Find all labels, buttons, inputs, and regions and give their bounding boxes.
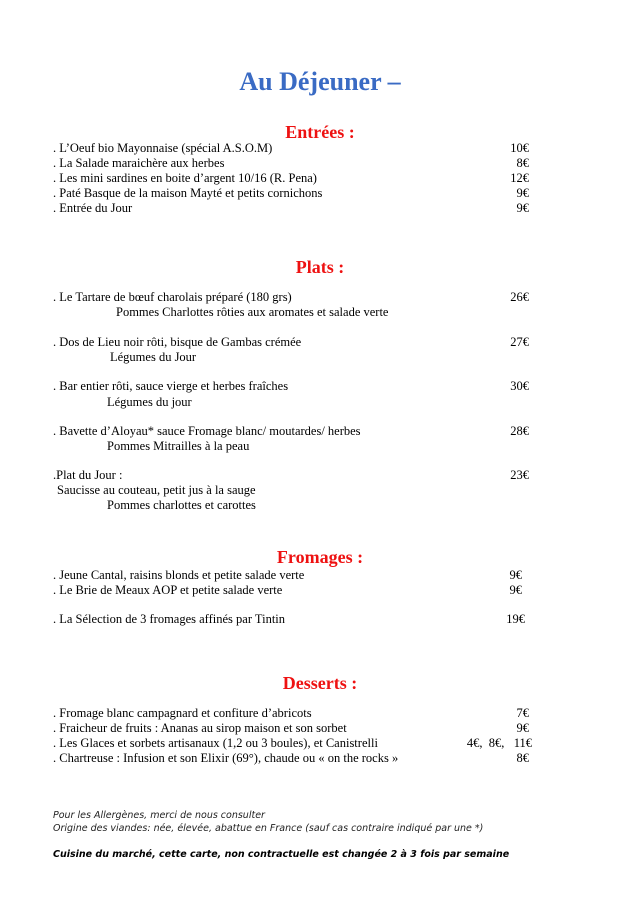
plat-item-side: Pommes Mitrailles à la peau	[107, 439, 250, 453]
dessert-item-name: . Fromage blanc campagnard et confiture d’abricots	[53, 706, 312, 720]
dessert-item-price: 7€	[516, 706, 529, 720]
dessert-item-name: . Chartreuse : Infusion et son Elixir (69°), chaude ou « on the rocks »	[53, 751, 399, 765]
plat-item-price: 23€	[510, 468, 529, 482]
fromage-item-price: 19€	[506, 612, 525, 626]
entree-item-price: 10€	[510, 141, 529, 155]
fromage-item-price: 9€	[509, 568, 522, 582]
dessert-item-name: . Fraicheur de fruits : Ananas au sirop maison et son sorbet	[53, 721, 347, 735]
plat-item-price: 26€	[510, 290, 529, 304]
entree-item-name: . L’Oeuf bio Mayonnaise (spécial A.S.O.M)	[53, 141, 273, 155]
plat-item-name: . Bar entier rôti, sauce vierge et herbes fraîches	[53, 379, 289, 393]
plat-item-side: Légumes du jour	[107, 395, 192, 409]
plat-item-side: Pommes charlottes et carottes	[107, 498, 256, 512]
plat-item-detail: Saucisse au couteau, petit jus à la sauge	[57, 483, 256, 497]
fromage-item-name: . Le Brie de Meaux AOP et petite salade verte	[53, 583, 283, 597]
entree-item-price: 8€	[516, 156, 529, 170]
fromage-item-name: . La Sélection de 3 fromages affinés par Tintin	[53, 612, 286, 626]
section-heading-desserts: Desserts :	[282, 673, 358, 693]
plat-item-name: . Le Tartare de bœuf charolais préparé (180 grs)	[53, 290, 292, 304]
fromage-item-name: . Jeune Cantal, raisins blonds et petite salade verte	[53, 568, 305, 582]
fromage-item-price: 9€	[509, 583, 522, 597]
plat-item-name: . Bavette d’Aloyau* sauce Fromage blanc/ moutardes/ herbes	[53, 424, 361, 438]
footer-origin: Origine des viandes: née, élevée, abattue en France (sauf cas contraire indiqué par une *)	[53, 823, 484, 834]
entree-item-price: 12€	[510, 171, 529, 185]
plat-item-price: 28€	[510, 424, 529, 438]
dessert-item-price: 4€, 8€, 11€	[466, 736, 532, 750]
plat-item-name: .Plat du Jour :	[53, 468, 123, 482]
entree-item-price: 9€	[516, 186, 529, 200]
plat-item-price: 30€	[510, 379, 529, 393]
entree-item-name: . La Salade maraichère aux herbes	[53, 156, 225, 170]
section-heading-entrees: Entrées :	[285, 122, 355, 142]
plat-item-side: Pommes Charlottes rôties aux aromates et salade verte	[116, 305, 389, 319]
plat-item-side: Légumes du Jour	[110, 350, 197, 364]
entree-item-name: . Paté Basque de la maison Mayté et petits cornichons	[53, 186, 323, 200]
dessert-item-price: 8€	[516, 751, 529, 765]
dessert-item-price: 9€	[516, 721, 529, 735]
section-heading-fromages: Fromages :	[276, 547, 364, 567]
footer-allergens: Pour les Allergènes, merci de nous consulter	[53, 810, 265, 821]
section-heading-plats: Plats :	[295, 257, 345, 277]
plat-item-name: . Dos de Lieu noir rôti, bisque de Gambas crémée	[53, 335, 302, 349]
entree-item-price: 9€	[516, 201, 529, 215]
plat-item-price: 27€	[510, 335, 529, 349]
footer-note: Cuisine du marché, cette carte, non contractuelle est changée 2 à 3 fois par semaine	[53, 849, 510, 860]
page-title: Au Déjeuner –	[239, 67, 401, 96]
entree-item-name: . Entrée du Jour	[53, 201, 133, 215]
dessert-item-name: . Les Glaces et sorbets artisanaux (1,2 ou 3 boules), et Canistrelli	[53, 736, 378, 750]
entree-item-name: . Les mini sardines en boite d’argent 10/16 (R. Pena)	[53, 171, 317, 185]
